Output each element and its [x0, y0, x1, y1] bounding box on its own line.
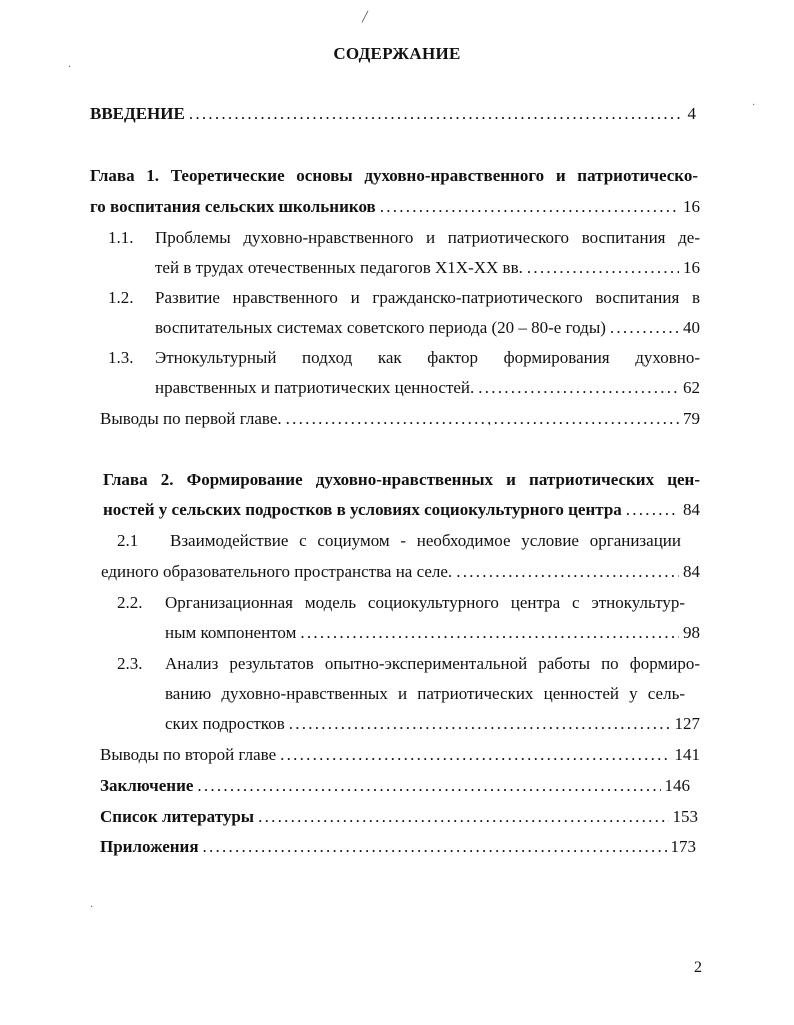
toc-page: 98: [683, 623, 700, 642]
toc-page: 141: [674, 745, 700, 764]
toc-page: 40: [683, 318, 700, 337]
toc-label: Приложения: [100, 837, 199, 856]
section-1-1-line2: [155, 257, 700, 279]
dot-leader: [527, 257, 679, 279]
section-number: 2.3.: [117, 654, 143, 673]
toc-label: Список литературы: [100, 807, 255, 826]
toc-page: 62: [683, 378, 700, 397]
section-1-3-line2: [155, 377, 700, 399]
toc-label: Заключение: [100, 776, 194, 795]
toc-page: 173: [670, 837, 696, 856]
scan-speck: ·: [752, 100, 756, 111]
toc-entry-appendices: [100, 836, 696, 858]
section-1-2-line2: [155, 317, 700, 339]
section-number: 2.1: [117, 531, 139, 550]
section-number: 1.2.: [108, 288, 134, 307]
section-2-1-line2: [101, 561, 700, 583]
toc-page: 84: [683, 500, 700, 519]
section-2-2-line1: Организационная модель социокультурного центра с этнокультур-: [165, 593, 685, 612]
toc-entry-chapter-2-conclusions: [100, 744, 700, 766]
dot-leader: [286, 408, 679, 430]
toc-page: 146: [664, 776, 690, 795]
dot-leader: [456, 561, 679, 583]
toc-label: ВВЕДЕНИЕ: [90, 104, 185, 123]
toc-entry-conclusion: [100, 775, 690, 797]
toc-entry-chapter-1-conclusions: [100, 408, 700, 430]
section-2-3-line1: Анализ результатов опытно-экспериментальной работы по формиро-: [165, 654, 700, 673]
toc-label: ным компонентом: [165, 623, 297, 642]
toc-page: 84: [683, 562, 700, 581]
dot-leader: [258, 806, 668, 828]
toc-page: 16: [683, 197, 700, 216]
dot-leader: [478, 377, 679, 399]
toc-label: Выводы по второй главе: [100, 745, 277, 764]
toc-label: Выводы по первой главе.: [100, 409, 282, 428]
chapter-1-heading-line2: [90, 196, 700, 218]
dot-leader: [203, 836, 667, 858]
dot-leader: [626, 499, 679, 521]
toc-page: 4: [687, 104, 696, 123]
toc-entry-intro: [90, 103, 696, 125]
section-2-3-line3: [165, 713, 700, 735]
toc-page: 16: [683, 258, 700, 277]
dot-leader: [300, 622, 679, 644]
section-2-1-line1: Взаимодействие с социумом - необходимое условие организации: [170, 531, 681, 550]
scan-speck: ·: [68, 62, 72, 73]
page-title: СОДЕРЖАНИЕ: [333, 44, 461, 63]
toc-page: 153: [672, 807, 698, 826]
toc-page: 127: [674, 714, 700, 733]
chapter-1-heading-line1: Глава 1. Теоретические основы духовно-нравственного и патриотическо-: [90, 166, 698, 185]
toc-entry-references: [100, 806, 698, 828]
toc-label: го воспитания сельских школьников: [90, 197, 376, 216]
dot-leader: [197, 775, 660, 797]
toc-label: воспитательных системах советского периода (20 – 80-е годы): [155, 318, 606, 337]
section-1-2-line1: Развитие нравственного и гражданско-патриотического воспитания в: [155, 288, 700, 307]
toc-label: ностей у сельских подростков в условиях социокультурного центра: [103, 500, 622, 519]
dot-leader: [380, 196, 679, 218]
chapter-2-heading-line2: [103, 499, 700, 521]
section-number: 2.2.: [117, 593, 143, 612]
dot-leader: [289, 713, 671, 735]
dot-leader: [280, 744, 670, 766]
toc-page: 79: [683, 409, 700, 428]
section-1-3-line1: Этнокультурный подход как фактор формирования духовно-: [155, 348, 700, 367]
section-1-1-line1: Проблемы духовно-нравственного и патриотического воспитания де-: [155, 228, 700, 247]
scan-speck: ╱: [362, 12, 369, 23]
toc-label: нравственных и патриотических ценностей.: [155, 378, 475, 397]
chapter-2-heading-line1: Глава 2. Формирование духовно-нравственных и патриотических цен-: [103, 470, 700, 489]
toc-label: ских подростков: [165, 714, 285, 733]
section-2-2-line2: [165, 622, 700, 644]
scan-speck: ·: [488, 420, 492, 431]
section-number: 1.1.: [108, 228, 134, 247]
dot-leader: [610, 317, 679, 339]
section-number: 1.3.: [108, 348, 134, 367]
toc-label: единого образовательного пространства на селе.: [101, 562, 453, 581]
dot-leader: [189, 103, 684, 125]
page-number: 2: [694, 959, 702, 976]
section-2-3-line2: ванию духовно-нравственных и патриотических ценностей у сель-: [165, 684, 685, 703]
toc-label: тей в трудах отечественных педагогов X1X-XX вв.: [155, 258, 523, 277]
scan-speck: ·: [90, 902, 94, 913]
